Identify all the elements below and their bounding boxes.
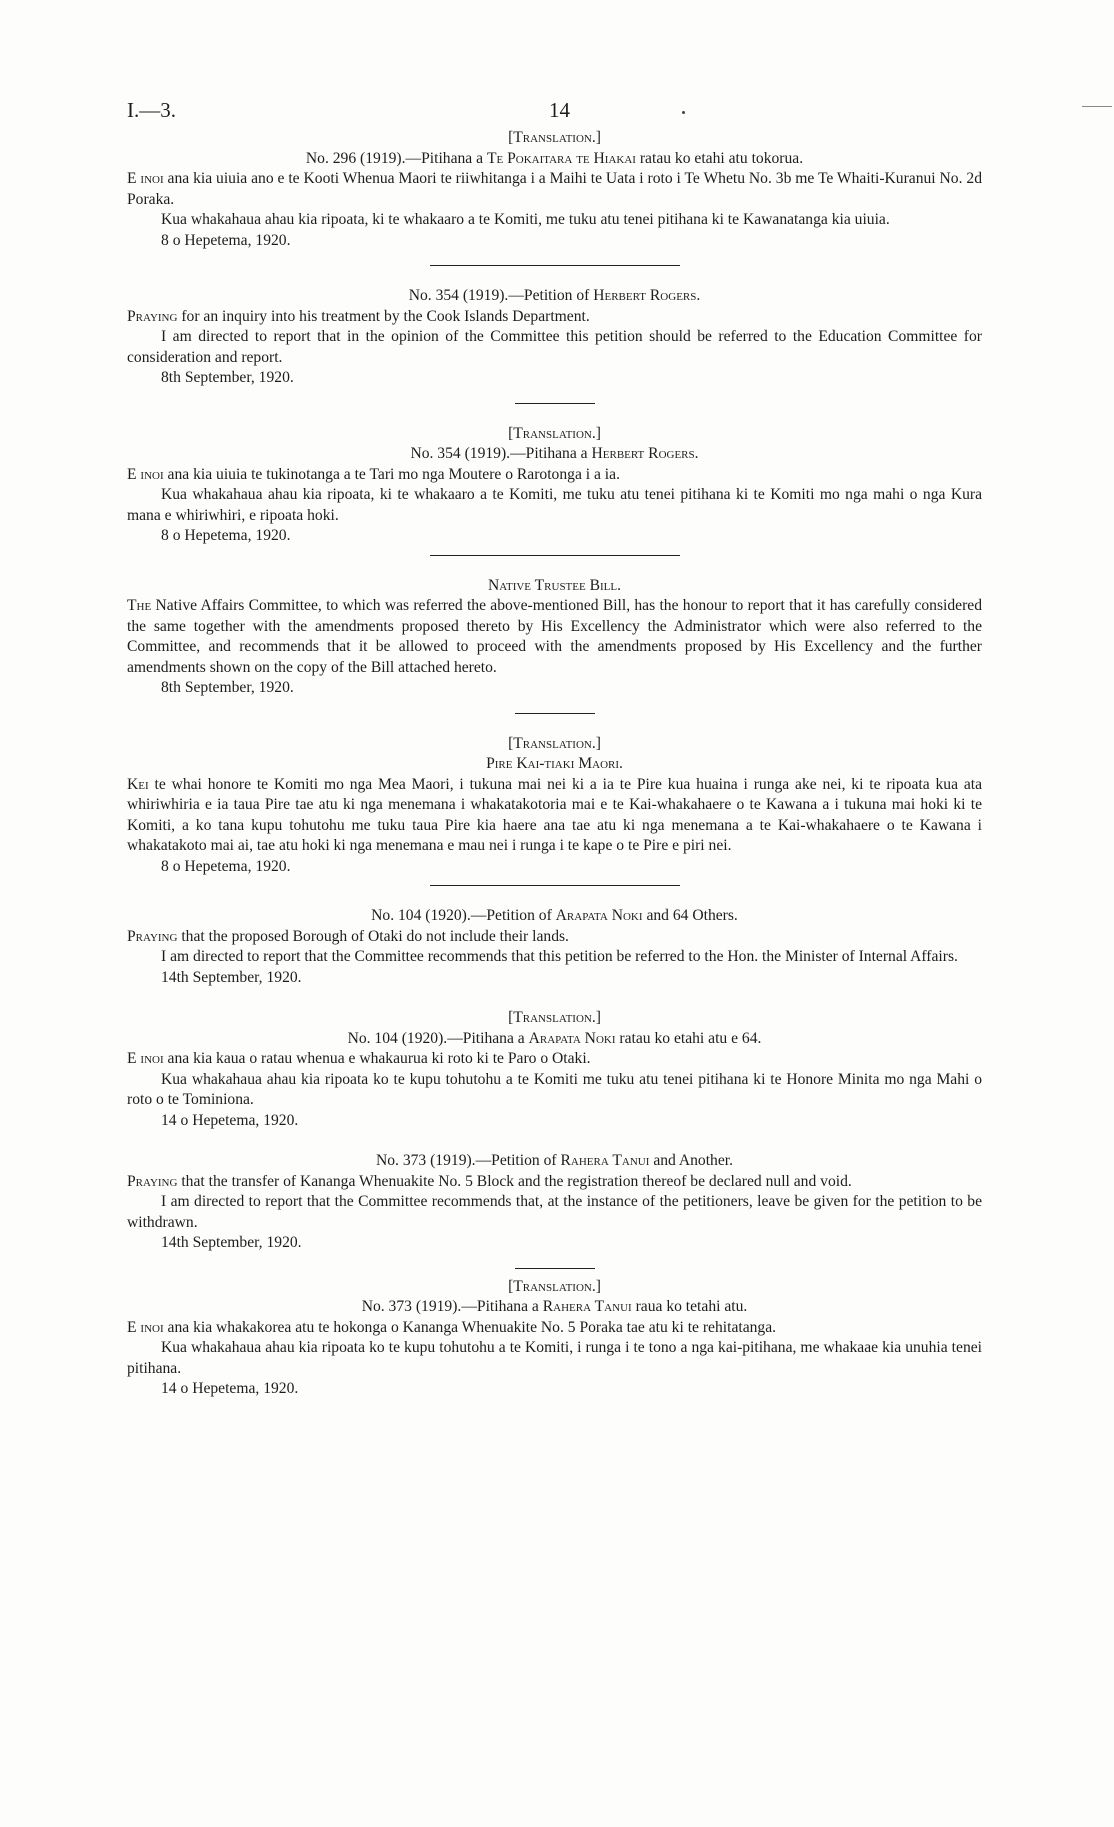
- translation-label: [Translation.]: [508, 1009, 601, 1026]
- petitioner-name: Arapata Noki: [528, 1029, 616, 1047]
- prayer-paragraph: Praying that the proposed Borough of Otaki do not include their lands.: [127, 927, 569, 945]
- report-paragraph: Kua whakahaua ahau kia ripoata ko te kupu tohutohu a te Komiti, i runga i te tono a nga kai-pitihana, me whakaae kia unuhia tenei pitihana.: [127, 1339, 982, 1377]
- report-paragraph: I am directed to report that in the opinion of the Committee this petition should be referred to the Education Committee for consideration and report.: [127, 328, 982, 366]
- report-date: 14 o Hepetema, 1920.: [161, 1380, 299, 1397]
- report-paragraph: The Native Affairs Committee, to which was referred the above-mentioned Bill, has the honour to report that it has carefully considered the same together with the amendments proposed thereto by His Excellency the Administrator which were also referred to the Committee, and recommends that it be allowed to proceed with the amendments proposed by His Excellency and the further amendments shown on the copy of the Bill attached hereto.: [127, 597, 982, 676]
- prayer-paragraph: E inoi ana kia uiuia ano e te Kooti Whenua Maori te riiwhitanga i a Maihi te Uata i roto i Te Whetu No. 3b me Te Whaiti-Kuranui No. 2d Poraka.: [127, 170, 982, 208]
- report-paragraph: Kua whakahaua ahau kia ripoata, ki te whakaaro a te Komiti, me tuku atu tenei pitihana ki te Komiti mo nga mahi o nga Kura mana e whiriwhiri, e ripoata hoki.: [127, 486, 982, 524]
- page-header: [127, 88, 982, 128]
- petitioner-name: Te Pokaitara te Hiakai: [486, 149, 636, 167]
- report-date: 8 o Hepetema, 1920.: [161, 527, 291, 544]
- margin-mark: [1082, 106, 1112, 107]
- translation-label: [Translation.]: [508, 129, 601, 146]
- report-date: 8th September, 1920.: [161, 679, 294, 696]
- petitioner-name: Herbert Rogers: [591, 445, 695, 462]
- section-petition-104-translation: [127, 1008, 982, 1131]
- section-title: No. 354 (1919).—Petition of Herbert Rogers.: [408, 287, 701, 304]
- section-petition-104: [127, 906, 982, 988]
- prayer-paragraph: Praying that the transfer of Kananga Whenuakite No. 5 Block and the registration thereof be declared null and void.: [127, 1172, 852, 1190]
- section-title: No. 373 (1919).—Pitihana a Rahera Tanui raua ko tetahi atu.: [361, 1298, 748, 1315]
- document-page: [127, 88, 982, 1400]
- prayer-paragraph: E inoi ana kia whakakorea atu te hokonga o Kananga Whenuakite No. 5 Poraka tae atu ki te rehitatanga.: [127, 1318, 777, 1336]
- prayer-paragraph: E inoi ana kia uiuia te tukinotanga a te Tari mo nga Moutere o Rarotonga i a ia.: [127, 465, 620, 483]
- petitioner-name: Herbert Rogers: [593, 287, 697, 304]
- page-number: 14: [549, 98, 570, 122]
- section-title: No. 354 (1919).—Pitihana a Herbert Rogers.: [410, 445, 699, 462]
- petitioner-name: Rahera Tanui: [560, 1152, 650, 1169]
- report-paragraph: Kua whakahaua ahau kia ripoata ko te kupu tohutohu a te Komiti me tuku atu tenei pitihana ki te Honore Minita mo nga Mahi o roto o te Tominiona.: [127, 1070, 982, 1108]
- report-date: 14 o Hepetema, 1920.: [161, 1111, 299, 1129]
- section-title: Pire Kai-tiaki Maori.: [486, 755, 623, 772]
- paper-reference: I.—3.: [127, 98, 176, 122]
- report-date: 8 o Hepetema, 1920.: [161, 857, 291, 875]
- report-paragraph: Kei te whai honore te Komiti mo nga Mea Maori, i tukuna mai nei ki a ia te Pire kua huaina i runga ake nei, ki te ripoata kua ata whiriwhiria e ia taua Pire tae atu ki nga menemana i whakatakotoria mai e te Kai-whakahaere o te Kawana a i tukuna mai hoki ki te Komiti, a ko tana kupu tohutohu me tuku taua Pire kia haere ana tae atu ki nga menemana a te Kai-whakahaere o te Kawana i whakatakoto mai ai, tae atu hoki ki nga menemana e mau nei i runga i te kape o te Pire e piri nei.: [127, 775, 982, 854]
- section-native-trustee-bill: [127, 576, 982, 699]
- translation-label: [Translation.]: [508, 1277, 601, 1295]
- section-petition-354: [127, 286, 982, 389]
- report-paragraph: Kua whakahaua ahau kia ripoata, ki te whakaaro a te Komiti, me tuku atu tenei pitihana ki te Kawanatanga kia uiuia.: [161, 211, 890, 228]
- section-native-trustee-bill-translation: [127, 734, 982, 878]
- petitioner-name: Rahera Tanui: [542, 1298, 632, 1315]
- report-date: 8 o Hepetema, 1920.: [161, 231, 291, 249]
- report-paragraph: I am directed to report that the Committee recommends that this petition be referred to the Hon. the Minister of Internal Affairs.: [161, 948, 958, 965]
- section-title: No. 373 (1919).—Petition of Rahera Tanui and Another.: [375, 1152, 734, 1169]
- section-title: No. 104 (1920).—Petition of Arapata Noki and 64 Others.: [371, 907, 738, 924]
- translation-label: [Translation.]: [508, 734, 601, 752]
- report-paragraph: I am directed to report that the Committee recommends that, at the instance of the petitioners, leave be given for the petition to be withdrawn.: [127, 1193, 982, 1231]
- section-petition-373: [127, 1151, 982, 1254]
- report-date: 8th September, 1920.: [161, 369, 294, 386]
- section-title: No. 296 (1919).—Pitihana a Te Pokaitara te Hiakai ratau ko etahi atu tokorua.: [305, 149, 804, 167]
- section-title: Native Trustee Bill.: [487, 576, 622, 594]
- translation-label: [Translation.]: [508, 424, 601, 442]
- report-date: 14th September, 1920.: [161, 968, 302, 986]
- prayer-paragraph: Praying for an inquiry into his treatment by the Cook Islands Department.: [127, 307, 590, 325]
- report-date: 14th September, 1920.: [161, 1234, 302, 1251]
- section-petition-354-translation: [127, 424, 982, 547]
- section-title: No. 104 (1920).—Pitihana a Arapata Noki ratau ko etahi atu e 64.: [347, 1029, 762, 1047]
- section-petition-373-translation: [127, 1277, 982, 1400]
- prayer-paragraph: E inoi ana kia kaua o ratau whenua e whakaurua ki roto ki te Paro o Otaki.: [127, 1050, 591, 1067]
- petitioner-name: Arapata Noki: [555, 907, 643, 924]
- section-petition-296-translation: [127, 128, 982, 251]
